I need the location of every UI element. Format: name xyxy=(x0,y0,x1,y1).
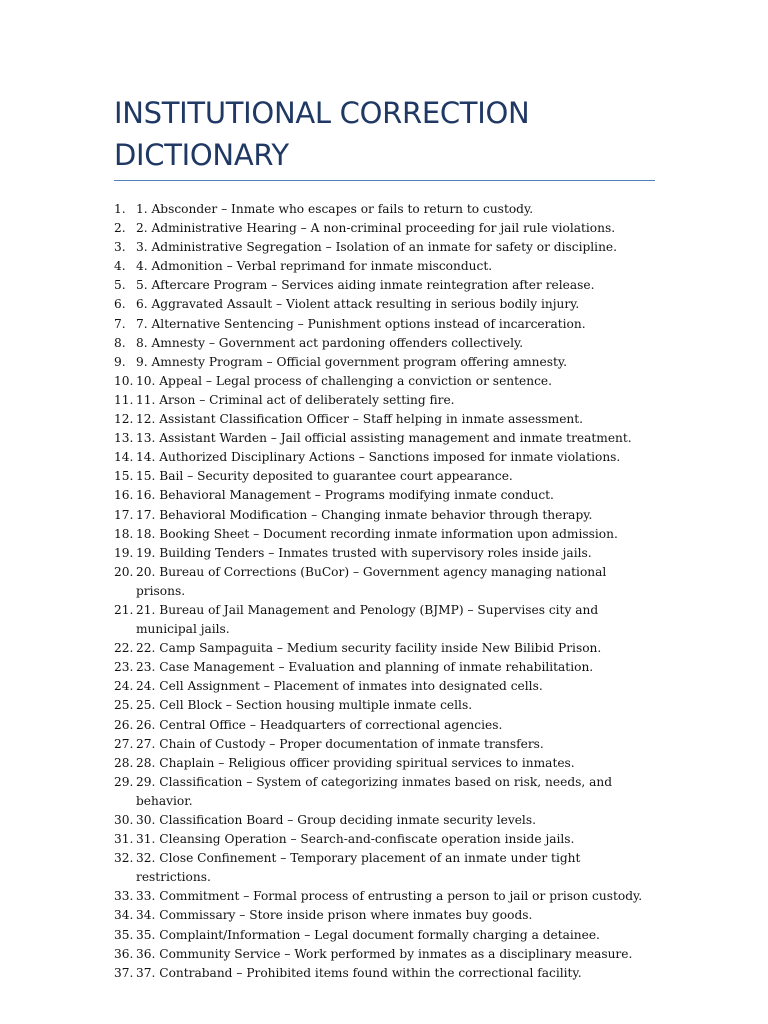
list-item-text: 34. Commissary – Store inside prison where inmates buy goods. xyxy=(136,908,533,923)
list-item xyxy=(114,429,659,448)
list-item-number: 5. xyxy=(114,278,126,293)
list-item-number: 8. xyxy=(114,335,126,350)
list-item-text: 37. Contraband – Prohibited items found within the correctional facility. xyxy=(136,965,582,980)
list-item-number: 20. xyxy=(114,564,134,579)
list-item-text: 25. Cell Block – Section housing multiple inmate cells. xyxy=(136,698,473,713)
list-item-text: 14. Authorized Disciplinary Actions – Sanctions imposed for inmate violations. xyxy=(136,450,621,465)
list-item xyxy=(114,830,659,849)
list-item-number: 25. xyxy=(114,698,134,713)
list-item-number: 18. xyxy=(114,526,134,541)
list-item-number: 27. xyxy=(114,736,134,751)
list-item-number: 35. xyxy=(114,927,134,942)
list-item-text: 22. Camp Sampaguita – Medium security facility inside New Bilibid Prison. xyxy=(136,641,602,656)
list-item-text: 11. Arson – Criminal act of deliberately setting fire. xyxy=(136,392,455,407)
list-item-text: 24. Cell Assignment – Placement of inmates into designated cells. xyxy=(136,679,543,694)
list-item xyxy=(114,391,659,410)
list-item-number: 34. xyxy=(114,908,134,923)
list-item-text: 31. Cleansing Operation – Search-and-confiscate operation inside jails. xyxy=(136,832,575,847)
page-title: INSTITUTIONAL CORRECTION DICTIONARY xyxy=(114,96,530,172)
list-item xyxy=(114,964,659,983)
list-item xyxy=(114,334,659,353)
list-item-text: 29. Classification – System of categorizing inmates based on risk, needs, and behavior. xyxy=(136,774,613,808)
list-item-text: 3. Administrative Segregation – Isolation of an inmate for safety or discipline. xyxy=(136,240,618,255)
list-item-text: 28. Chaplain – Religious officer providing spiritual services to inmates. xyxy=(136,755,575,770)
list-item xyxy=(114,677,659,696)
list-item-number: 11. xyxy=(114,392,134,407)
list-item-number: 19. xyxy=(114,545,134,560)
list-item xyxy=(114,506,659,525)
list-item xyxy=(114,754,659,773)
list-item xyxy=(114,238,659,257)
list-item-number: 21. xyxy=(114,602,134,617)
list-item-text: 6. Aggravated Assault – Violent attack resulting in serious bodily injury. xyxy=(136,297,580,312)
list-item-number: 7. xyxy=(114,316,126,331)
list-item-number: 13. xyxy=(114,431,134,446)
list-item xyxy=(114,601,659,639)
list-item-text: 2. Administrative Hearing – A non-criminal proceeding for jail rule violations. xyxy=(136,221,616,236)
list-item-number: 33. xyxy=(114,889,134,904)
list-item-number: 17. xyxy=(114,507,134,522)
list-item-text: 21. Bureau of Jail Management and Penology (BJMP) – Supervises city and municipal jails. xyxy=(136,602,599,637)
list-item-text: 15. Bail – Security deposited to guarantee court appearance. xyxy=(136,469,513,484)
list-item-text: 18. Booking Sheet – Document recording inmate information upon admission. xyxy=(136,526,618,541)
list-item xyxy=(114,410,659,429)
list-item-text: 8. Amnesty – Government act pardoning offenders collectively. xyxy=(136,335,524,350)
list-item-text: 16. Behavioral Management – Programs modifying inmate conduct. xyxy=(136,488,554,503)
list-item xyxy=(114,544,659,563)
list-item-number: 22. xyxy=(114,641,134,656)
list-item xyxy=(114,257,659,276)
list-item-number: 14. xyxy=(114,450,134,465)
list-item-text: 19. Building Tenders – Inmates trusted with supervisory roles inside jails. xyxy=(136,545,592,560)
list-item xyxy=(114,887,659,906)
list-item xyxy=(114,372,659,391)
list-item-text: 26. Central Office – Headquarters of correctional agencies. xyxy=(136,717,503,732)
term-list xyxy=(114,200,659,983)
list-item-number: 31. xyxy=(114,832,134,847)
list-item xyxy=(114,658,659,677)
title-underline xyxy=(114,180,655,181)
list-item-text: 20. Bureau of Corrections (BuCor) – Government agency managing national prisons. xyxy=(136,564,607,598)
list-item-text: 5. Aftercare Program – Services aiding inmate reintegration after release. xyxy=(136,278,595,293)
list-item-text: 33. Commitment – Formal process of entrusting a person to jail or prison custody. xyxy=(136,889,643,904)
list-item-number: 16. xyxy=(114,488,134,503)
list-item xyxy=(114,639,659,658)
list-item-number: 24. xyxy=(114,679,134,694)
list-item xyxy=(114,773,659,811)
list-item xyxy=(114,563,659,601)
list-item xyxy=(114,219,659,238)
list-item xyxy=(114,716,659,735)
list-item-text: 23. Case Management – Evaluation and planning of inmate rehabilitation. xyxy=(136,660,594,675)
list-item-number: 2. xyxy=(114,221,126,236)
list-item-number: 29. xyxy=(114,774,134,789)
list-item xyxy=(114,525,659,544)
list-item-text: 17. Behavioral Modification – Changing inmate behavior through therapy. xyxy=(136,507,593,522)
list-item xyxy=(114,295,659,314)
list-item xyxy=(114,811,659,830)
list-item-text: 10. Appeal – Legal process of challenging a conviction or sentence. xyxy=(136,373,552,388)
list-item xyxy=(114,486,659,505)
list-item xyxy=(114,945,659,964)
list-item-number: 3. xyxy=(114,240,126,255)
list-item xyxy=(114,353,659,372)
list-item-number: 9. xyxy=(114,354,126,369)
list-item-number: 32. xyxy=(114,851,134,866)
list-item-number: 4. xyxy=(114,259,126,274)
list-item-number: 23. xyxy=(114,660,134,675)
list-item-text: 9. Amnesty Program – Official government program offering amnesty. xyxy=(136,354,568,369)
list-item-number: 37. xyxy=(114,965,134,980)
list-item-text: 4. Admonition – Verbal reprimand for inmate misconduct. xyxy=(136,259,493,274)
list-item xyxy=(114,276,659,295)
list-item-number: 30. xyxy=(114,813,134,827)
list-item-text: 36. Community Service – Work performed by inmates as a disciplinary measure. xyxy=(136,946,633,961)
list-item-number: 28. xyxy=(114,755,134,770)
list-item xyxy=(114,906,659,925)
list-item-text: 30. Classification Board – Group deciding inmate security levels. xyxy=(136,813,536,827)
list-item xyxy=(114,849,659,887)
list-item-text: 32. Close Confinement – Temporary placement of an inmate under tight restrictions. xyxy=(136,851,581,885)
list-item-number: 26. xyxy=(114,717,134,732)
list-item xyxy=(114,467,659,486)
list-item xyxy=(114,200,659,219)
list-item xyxy=(114,448,659,467)
list-item-text: 27. Chain of Custody – Proper documentation of inmate transfers. xyxy=(136,736,544,751)
list-item-number: 6. xyxy=(114,297,126,312)
list-item xyxy=(114,696,659,715)
list-item xyxy=(114,315,659,334)
list-item-number: 36. xyxy=(114,946,134,961)
list-item-number: 15. xyxy=(114,469,134,484)
list-item-text: 35. Complaint/Information – Legal document formally charging a detainee. xyxy=(136,927,600,942)
list-item-text: 12. Assistant Classification Officer – Staff helping in inmate assessment. xyxy=(136,412,584,427)
list-item-number: 12. xyxy=(114,412,134,427)
list-item-text: 13. Assistant Warden – Jail official assisting management and inmate treatment. xyxy=(136,431,632,446)
list-item-text: 7. Alternative Sentencing – Punishment options instead of incarceration. xyxy=(136,316,586,331)
list-item-text: 1. Absconder – Inmate who escapes or fails to return to custody. xyxy=(136,202,534,216)
list-item xyxy=(114,926,659,945)
list-item xyxy=(114,735,659,754)
list-item-number: 1. xyxy=(114,202,126,216)
list-item-number: 10. xyxy=(114,373,134,388)
